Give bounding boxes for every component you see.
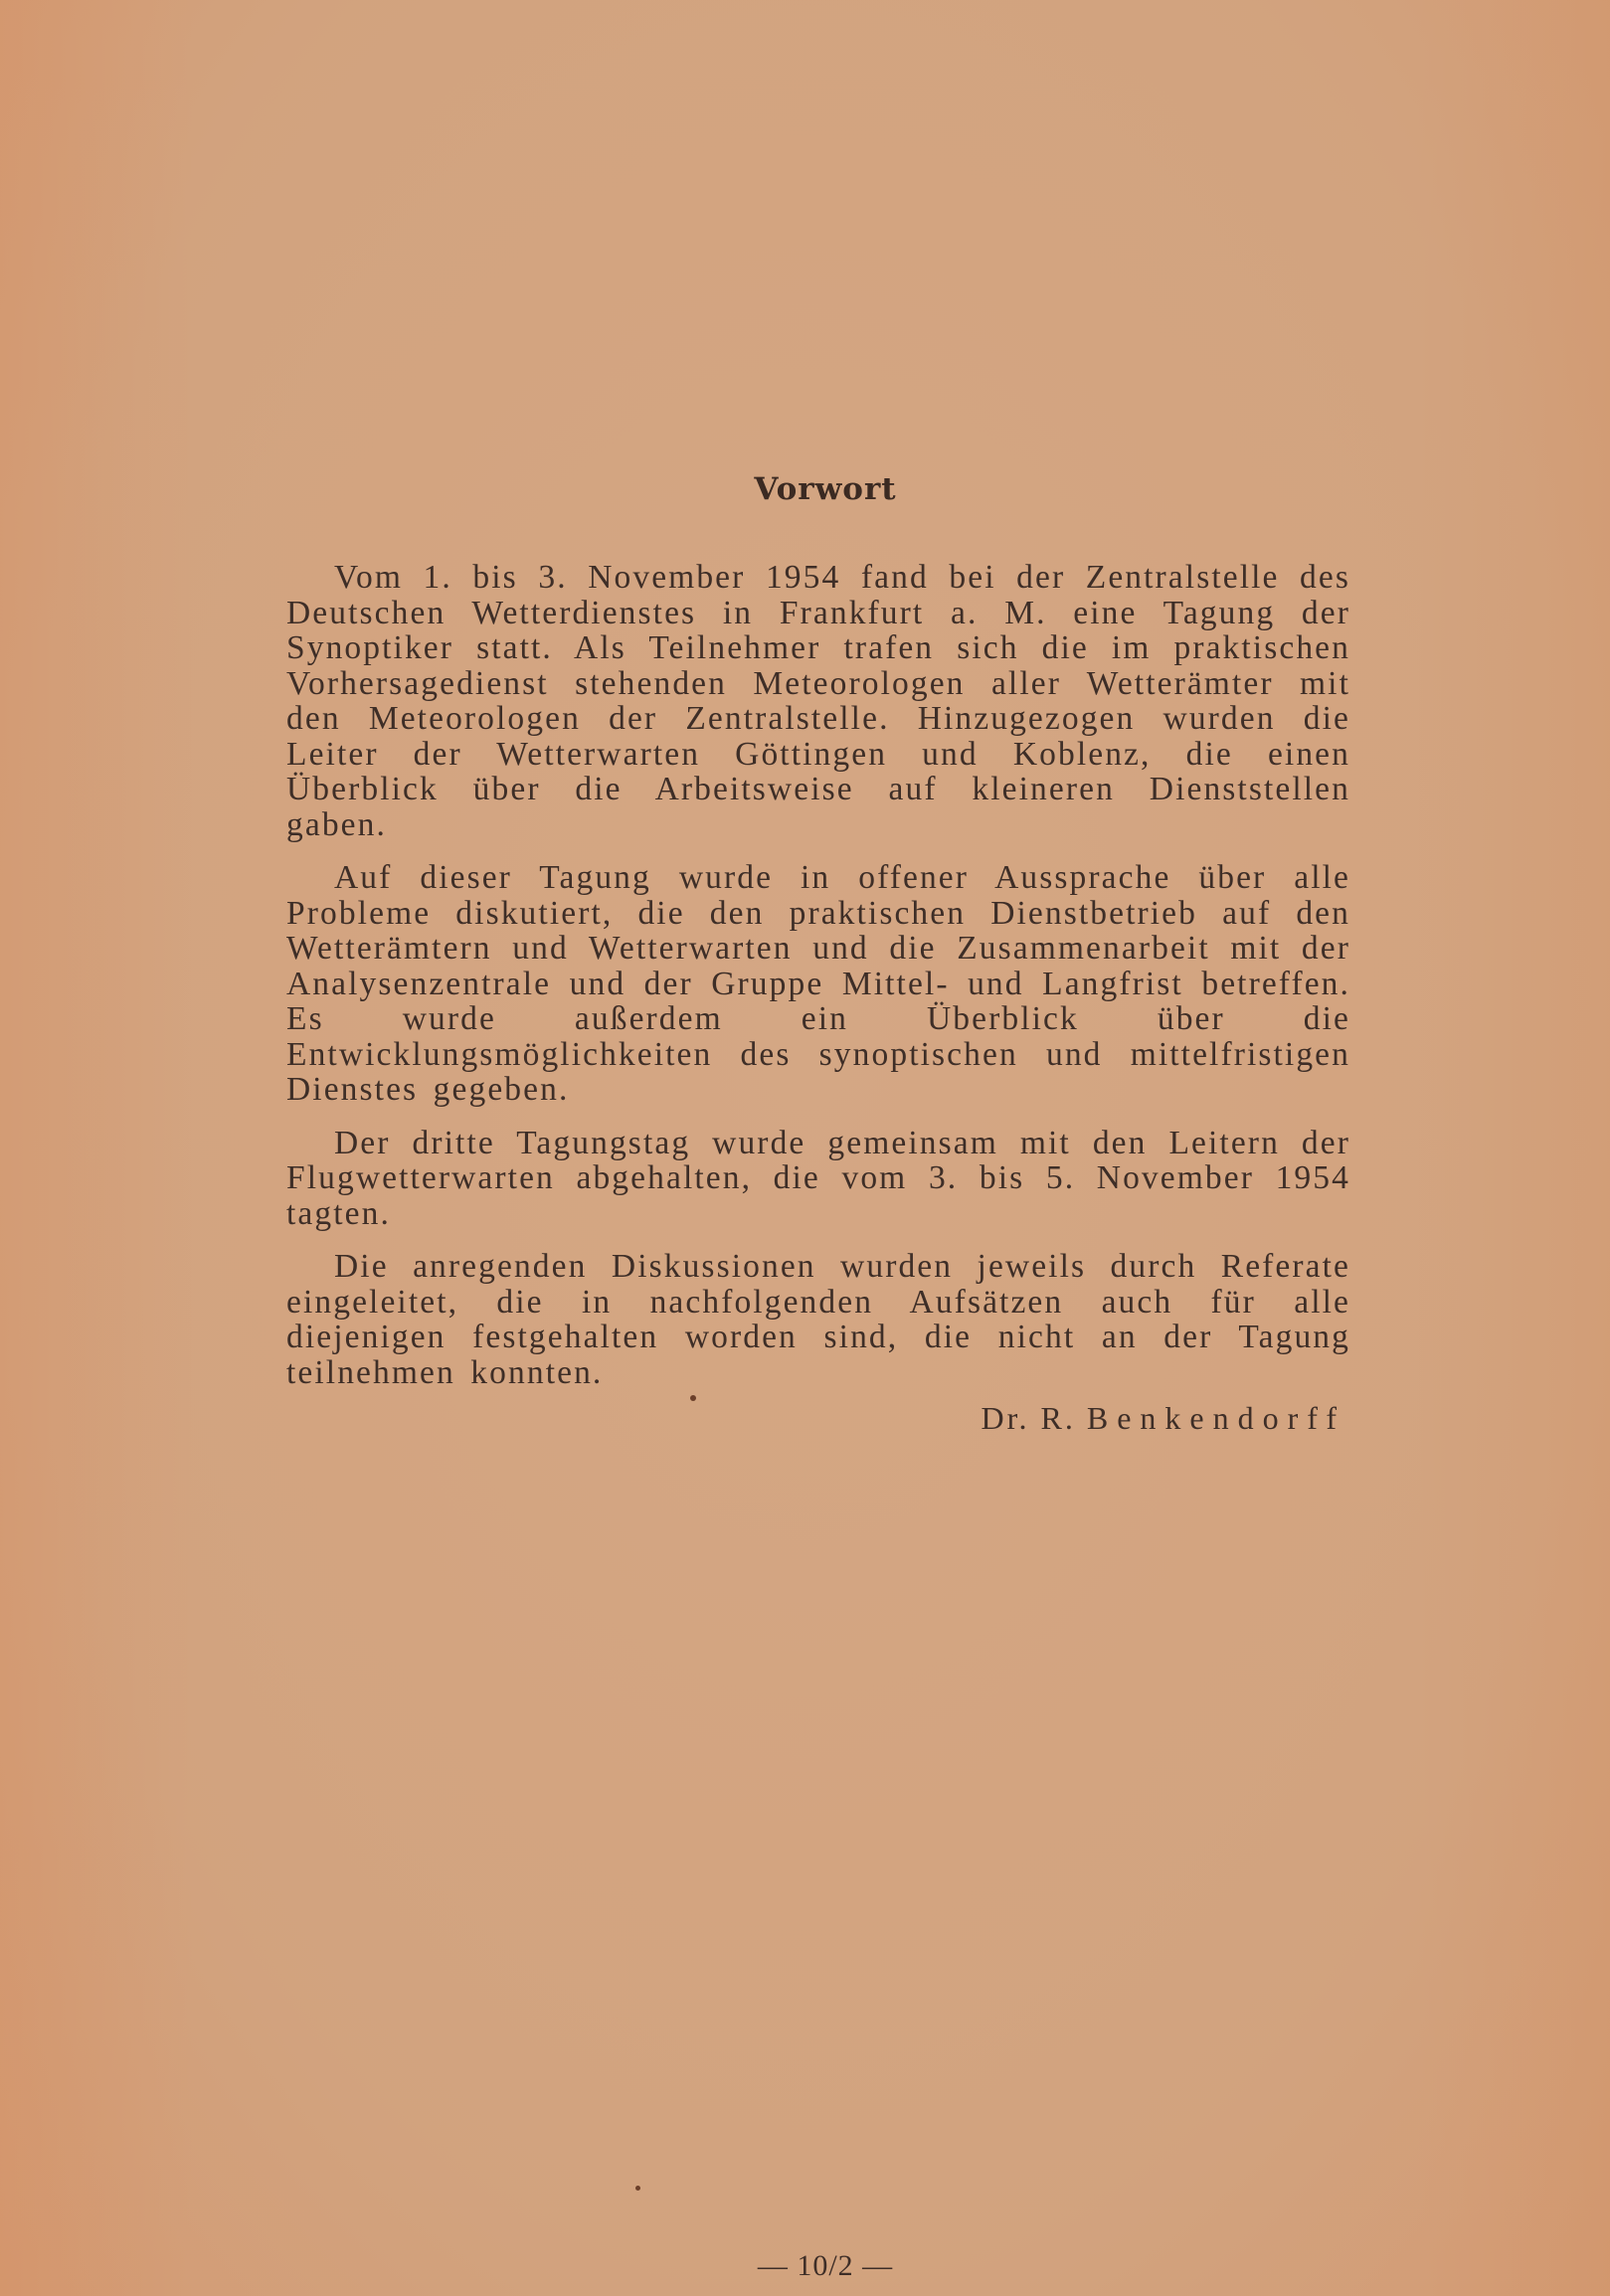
paragraph-2: Auf dieser Tagung wurde in offener Aussprache über alle Probleme diskutiert, die den praktischen Dienstbetrieb auf den Wetterämtern und Wetterwarten und die Zusammenarbeit mit der Analysenzentrale und der Gruppe Mittel- und Langfrist betreffen. Es wurde außerdem ein Überblick über die Entwicklungsmöglichkeiten des synoptischen und mittelfristigen Dienstes gegeben. xyxy=(286,859,1350,1108)
paper-speck xyxy=(635,2186,640,2191)
signature xyxy=(982,1400,1345,1437)
signature-prefix: Dr. R. xyxy=(981,1400,1076,1436)
page-number: — 10/2 — xyxy=(757,2249,894,2282)
paragraph-4: Die anregenden Diskussionen wurden jeweils durch Referate eingeleitet, die in nachfolgenden Aufsätzen auch für alle diejenigen festgehalten worden sind, die nicht an der Tagung teilnehmen konnten. xyxy=(286,1248,1350,1391)
paragraph-1: Vom 1. bis 3. November 1954 fand bei der Zentralstelle des Deutschen Wetterdienstes in Frankfurt a. M. eine Tagung der Synoptiker statt. Als Teilnehmer trafen sich die im praktischen Vorhersagedienst stehenden Meteorologen aller Wetterämter mit den Meteorologen der Zentralstelle. Hinzugezogen wurden die Leiter der Wetterwarten Göttingen und Koblenz, die einen Überblick über die Arbeitsweise auf kleineren Dienststellen gaben. xyxy=(286,559,1350,843)
paper-speck xyxy=(690,1395,696,1401)
page-title: Vorwort xyxy=(754,471,897,507)
body-text xyxy=(286,560,1350,1408)
paragraph-3: Der dritte Tagungstag wurde gemeinsam mit den Leitern der Flugwetterwarten abgehalten, die vom 3. bis 5. November 1954 tagten. xyxy=(286,1124,1350,1232)
signature-name: Benkendorff xyxy=(1086,1400,1345,1436)
